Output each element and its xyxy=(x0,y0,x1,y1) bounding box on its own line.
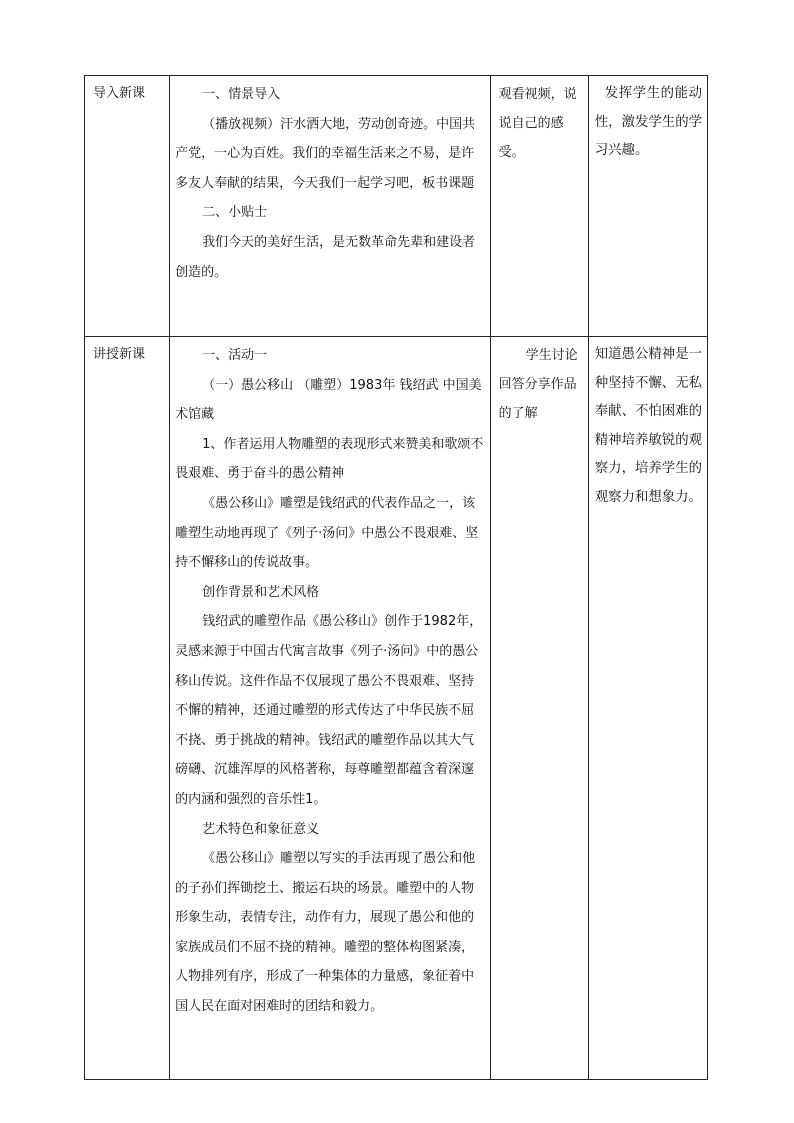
paragraph: 1、作者运用人物雕塑的表现形式来赞美和歌颂不畏艰难、勇于奋斗的愚公精神 xyxy=(175,436,484,482)
table-row xyxy=(85,76,708,337)
paragraph: 《愚公移山》雕塑是钱绍武的代表作品之一，该雕塑生动地再现了《列子·汤问》中愚公不畏艰难、坚持不懈移山的传说故事。 xyxy=(175,495,479,571)
content-cell xyxy=(170,337,491,1080)
section-heading: 艺术特色和象征意义 xyxy=(202,821,320,837)
student-activity-cell: 学生讨论回答分享作品的了解 xyxy=(490,337,588,1080)
lesson-plan-table xyxy=(84,75,708,1080)
paragraph: （播放视频）汗水洒大地，劳动创奇迹。中国共产党，一心为百姓。我们的幸福生活来之不易，是许多友人奉献的结果，今天我们一起学习吧，板书课题 xyxy=(175,116,476,191)
paragraph: 《愚公移山》雕塑以写实的手法再现了愚公和他的子孙们挥锄挖土、搬运石块的场景。雕塑中的人物形象生动，表情专注，动作有力，展现了愚公和他的家族成员们不屈不挠的精神。雕塑的整体构图紧凑，人物排列有序，形成了一种集体的力量感，象征着中国人民在面对困难时的团结和毅力。 xyxy=(175,851,476,1015)
design-purpose-cell: 发挥学生的能动性，激发学生的学习兴趣。 xyxy=(588,76,707,337)
paragraph: 我们今天的美好生活，是无数革命先辈和建设者创造的。 xyxy=(175,234,476,280)
section-heading: 一、情景导入 xyxy=(202,87,281,102)
section-heading: 二、小贴士 xyxy=(202,205,268,221)
design-purpose-cell: 知道愚公精神是一种坚持不懈、无私奉献、不怕困难的精神培养敏锐的观察力，培养学生的观察力和想象力。 xyxy=(588,337,707,1080)
paragraph: 钱绍武的雕塑作品《愚公移山》创作于1982年，灵感来源于中国古代寓言故事《列子·汤问》中的愚公移山传说。这件作品不仅展现了愚公不畏艰难、坚持不懈的精神，还通过雕塑的形式传达了中华民族不屈不挠、勇于挑战的精神。钱绍武的雕塑作品以其大气磅礴、沉雄浑厚的风格著称，每尊雕塑都蕴含着深邃的内涵和强烈的音乐性1。 xyxy=(175,614,483,807)
content-cell xyxy=(170,76,491,337)
table-row xyxy=(85,337,708,1080)
paragraph: （一）愚公移山 （雕塑）1983年 钱绍武 中国美术馆藏 xyxy=(175,377,482,423)
stage-cell: 导入新课 xyxy=(85,76,170,337)
section-heading: 创作背景和艺术风格 xyxy=(202,584,320,600)
stage-cell: 讲授新课 xyxy=(85,337,170,1080)
section-heading: 一、活动一 xyxy=(202,348,268,363)
student-activity-cell: 观看视频，说说自己的感受。 xyxy=(490,76,588,337)
